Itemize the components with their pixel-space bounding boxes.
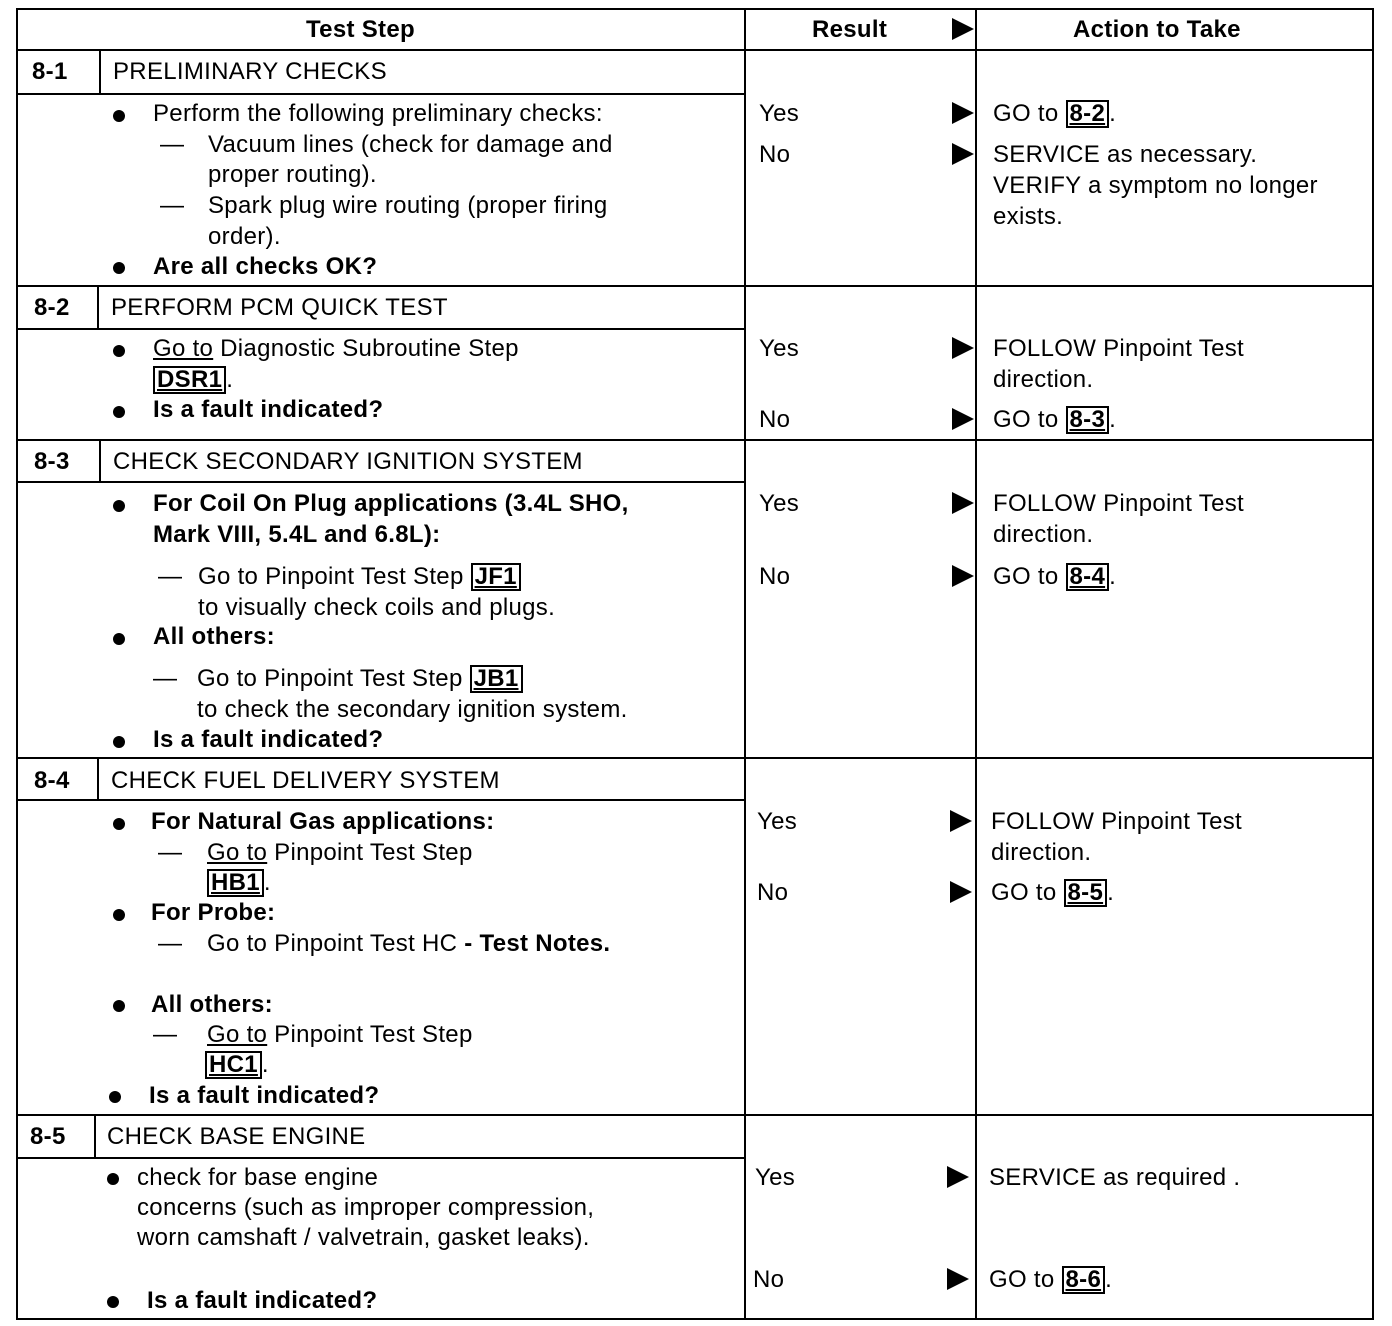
border-right — [1372, 8, 1374, 1320]
goto-link[interactable]: Go to — [207, 839, 268, 866]
step-8-5-action-no: GO to 8-6 . — [989, 1266, 1113, 1293]
step-8-5-title-underline — [16, 1157, 744, 1159]
ref-8-2-link[interactable]: 8-2 — [1066, 100, 1110, 128]
dash-icon: — — [158, 563, 183, 590]
col-divider-action — [975, 8, 977, 1320]
step-8-1-line-1: Perform the following preliminary checks: — [153, 100, 603, 127]
arrow-icon — [952, 102, 974, 124]
step-8-2-action-no: GO to 8-3 . — [993, 406, 1117, 433]
step-8-1-title-underline — [16, 93, 744, 95]
ref-8-6-link[interactable]: 8-6 — [1062, 1266, 1106, 1294]
step-8-2-id-divider — [97, 287, 99, 328]
bullet-icon — [113, 110, 125, 122]
step-8-4-line-1: For Natural Gas applications: — [151, 808, 495, 835]
step-8-2-id: 8-2 — [34, 294, 70, 321]
row-sep-4 — [16, 1114, 1374, 1116]
step-8-2-question: Is a fault indicated? — [153, 396, 384, 423]
bullet-icon — [113, 345, 125, 357]
step-8-1-id: 8-1 — [32, 58, 68, 85]
step-8-5-result-yes: Yes — [755, 1164, 796, 1191]
step-8-5-title: CHECK BASE ENGINE — [107, 1123, 366, 1150]
dash-icon: — — [158, 839, 183, 866]
bullet-icon — [113, 1000, 125, 1012]
dash-icon: — — [158, 930, 183, 957]
step-8-2-line-2: DSR1 . — [153, 365, 233, 395]
goto-link[interactable]: Go to — [153, 335, 214, 362]
step-8-3-result-yes: Yes — [759, 490, 800, 517]
row-sep-1 — [16, 285, 1374, 287]
step-8-3-action-no: GO to 8-4 . — [993, 563, 1117, 590]
step-8-3-result-no: No — [759, 563, 791, 590]
step-8-4-result-no: No — [757, 879, 789, 906]
step-8-1-line-4: Spark plug wire routing (proper firing — [208, 192, 608, 219]
step-8-4-line-2: Go to Pinpoint Test Step — [207, 839, 473, 866]
step-8-2-title-underline — [16, 328, 744, 330]
step-8-3-title-underline — [16, 481, 744, 483]
arrow-icon — [952, 492, 974, 514]
step-8-5-result-no: No — [753, 1266, 785, 1293]
dash-icon: — — [153, 1021, 178, 1048]
arrow-icon — [952, 337, 974, 359]
bullet-icon — [109, 1091, 121, 1103]
step-8-3-line-6: Go to Pinpoint Test Step JB1 — [197, 664, 523, 694]
step-8-1-action-no-3: exists. — [993, 203, 1064, 230]
border-top — [16, 8, 1374, 10]
ref-dsr1-link[interactable]: DSR1 — [153, 366, 226, 394]
bullet-icon — [113, 909, 125, 921]
step-8-3-id: 8-3 — [34, 448, 70, 475]
header-bottom — [16, 49, 1374, 51]
step-8-5-action-yes: SERVICE as required . — [989, 1164, 1241, 1191]
bullet-icon — [113, 633, 125, 645]
header-arrow-icon — [952, 18, 974, 40]
step-8-1-result-yes: Yes — [759, 100, 800, 127]
ref-8-3-link[interactable]: 8-3 — [1066, 406, 1110, 434]
step-8-3-line-4: to visually check coils and plugs. — [198, 594, 556, 621]
ref-jf1-link[interactable]: JF1 — [471, 563, 521, 591]
step-8-4-line-5: Go to Pinpoint Test HC - Test Notes. — [207, 930, 611, 957]
bullet-icon — [113, 500, 125, 512]
goto-text: GO to — [993, 100, 1059, 127]
arrow-icon — [947, 1166, 969, 1188]
step-8-1-action-no-1: SERVICE as necessary. — [993, 141, 1258, 168]
step-8-3-action-yes-1: FOLLOW Pinpoint Test — [993, 490, 1244, 517]
step-8-4-line-6: All others: — [151, 991, 273, 1018]
step-8-1-action-no-2: VERIFY a symptom no longer — [993, 172, 1318, 199]
step-8-2-title: PERFORM PCM QUICK TEST — [111, 294, 448, 321]
step-8-4-action-no: GO to 8-5 . — [991, 879, 1115, 906]
step-8-3-action-yes-2: direction. — [993, 521, 1094, 548]
bullet-icon — [113, 262, 125, 274]
ref-8-4-link[interactable]: 8-4 — [1066, 563, 1110, 591]
bullet-icon — [113, 736, 125, 748]
step-8-1-id-divider — [99, 51, 101, 93]
bullet-icon — [113, 818, 125, 830]
step-8-4-id-divider — [97, 759, 99, 799]
step-8-5-line-3: worn camshaft / valvetrain, gasket leaks). — [137, 1224, 590, 1251]
step-8-2-result-no: No — [759, 406, 791, 433]
step-8-3-line-3: Go to Pinpoint Test Step JF1 — [198, 562, 521, 592]
bullet-icon — [113, 406, 125, 418]
step-8-3-line-2: Mark VIII, 5.4L and 6.8L): — [153, 521, 441, 548]
arrow-icon — [950, 810, 972, 832]
step-8-1-line-3: proper routing). — [208, 161, 377, 188]
ref-hc1-link[interactable]: HC1 — [205, 1051, 262, 1079]
step-8-5-id: 8-5 — [30, 1123, 66, 1150]
step-8-1-action-yes: GO to 8-2 . — [993, 100, 1117, 127]
ref-8-5-link[interactable]: 8-5 — [1064, 879, 1108, 907]
border-left — [16, 8, 18, 1320]
arrow-icon — [952, 408, 974, 430]
arrow-icon — [950, 881, 972, 903]
header-result: Result — [812, 16, 888, 43]
step-8-5-id-divider — [94, 1116, 96, 1157]
step-8-4-result-yes: Yes — [757, 808, 798, 835]
step-8-1-title: PRELIMINARY CHECKS — [113, 58, 387, 85]
step-8-1-question: Are all checks OK? — [153, 253, 378, 280]
col-divider-result — [744, 8, 746, 1320]
step-8-4-line-7: Go to Pinpoint Test Step — [207, 1021, 473, 1048]
step-8-3-id-divider — [99, 441, 101, 481]
step-8-4-line-4: For Probe: — [151, 899, 276, 926]
step-8-4-id: 8-4 — [34, 767, 70, 794]
border-bottom — [16, 1318, 1374, 1320]
dash-icon: — — [160, 192, 185, 219]
step-8-3-line-1: For Coil On Plug applications (3.4L SHO, — [153, 490, 629, 517]
step-8-4-title: CHECK FUEL DELIVERY SYSTEM — [111, 767, 500, 794]
step-8-1-result-no: No — [759, 141, 791, 168]
row-sep-2 — [16, 439, 1374, 441]
step-8-4-question: Is a fault indicated? — [149, 1082, 380, 1109]
step-8-3-title: CHECK SECONDARY IGNITION SYSTEM — [113, 448, 583, 475]
dash-icon: — — [153, 665, 178, 692]
step-8-2-result-yes: Yes — [759, 335, 800, 362]
step-8-1-line-5: order). — [208, 223, 281, 250]
step-8-5-line-1: check for base engine — [137, 1164, 379, 1191]
bullet-icon — [107, 1173, 119, 1185]
step-8-5-question: Is a fault indicated? — [147, 1287, 378, 1314]
dash-icon: — — [160, 131, 185, 158]
step-8-4-action-yes-2: direction. — [991, 839, 1092, 866]
step-8-4-action-yes-1: FOLLOW Pinpoint Test — [991, 808, 1242, 835]
step-8-3-line-5: All others: — [153, 623, 275, 650]
ref-jb1-link[interactable]: JB1 — [470, 665, 523, 693]
header-action: Action to Take — [1073, 16, 1241, 43]
ref-hb1-link[interactable]: HB1 — [207, 869, 264, 897]
step-8-4-line-8: HC1 . — [205, 1050, 269, 1080]
header-test-step: Test Step — [306, 16, 415, 43]
step-8-2-action-yes-1: FOLLOW Pinpoint Test — [993, 335, 1244, 362]
step-8-5-line-2: concerns (such as improper compression, — [137, 1194, 595, 1221]
step-8-4-line-3: HB1 . — [207, 868, 271, 898]
step-8-3-question: Is a fault indicated? — [153, 726, 384, 753]
arrow-icon — [952, 143, 974, 165]
step-8-4-title-underline — [16, 799, 744, 801]
row-sep-3 — [16, 757, 1374, 759]
arrow-icon — [952, 565, 974, 587]
step-8-2-line-1: Go to Diagnostic Subroutine Step — [153, 335, 519, 362]
arrow-icon — [947, 1268, 969, 1290]
step-8-3-line-7: to check the secondary ignition system. — [197, 696, 628, 723]
goto-link[interactable]: Go to — [207, 1021, 268, 1048]
bullet-icon — [107, 1296, 119, 1308]
step-8-1-line-2: Vacuum lines (check for damage and — [208, 131, 613, 158]
step-8-2-action-yes-2: direction. — [993, 366, 1094, 393]
